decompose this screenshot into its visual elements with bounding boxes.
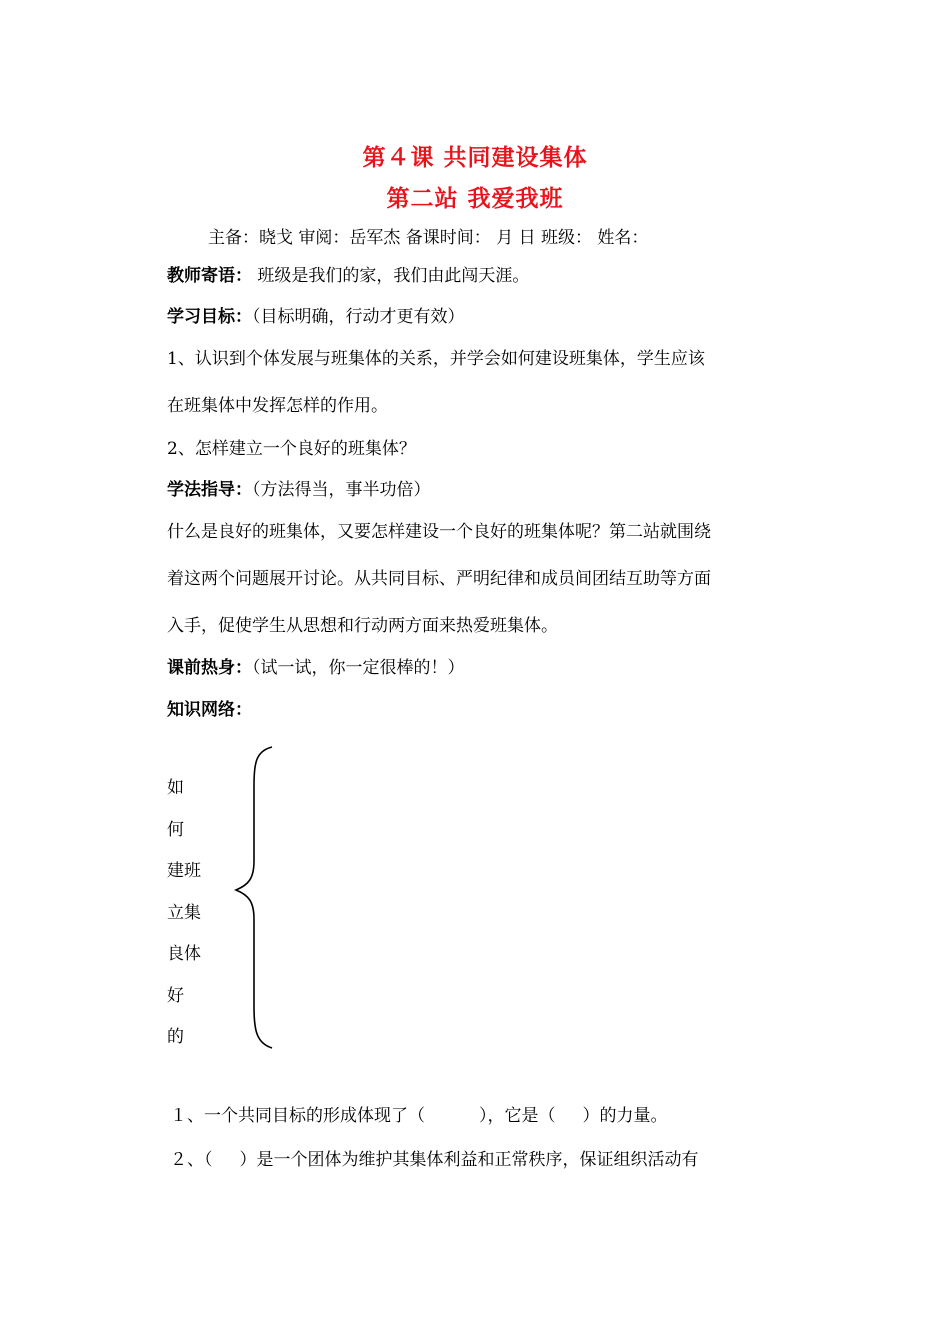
- lesson-title: 第４课 共同建设集体: [362, 145, 588, 171]
- method-guide-label: 学法指导：: [167, 480, 252, 500]
- method-guide-text: （方法得当，事半功倍）: [252, 480, 431, 500]
- warmup-text: （试一试，你一定很棒的！）: [252, 658, 465, 678]
- warmup-label: 课前热身：: [167, 658, 252, 678]
- question-1: １、一个共同目标的形成体现了（ ），它是（ ）的力量。: [170, 1106, 668, 1126]
- network-text-2: 何: [167, 820, 184, 840]
- method-paragraph-line-2: 着这两个问题展开讨论。从共同目标、严明纪律和成员间团结互助等方面: [167, 569, 711, 589]
- teacher-words-text: 班级是我们的家，我们由此闯天涯。: [252, 266, 530, 286]
- teacher-words-label: 教师寄语：: [167, 266, 252, 286]
- question-2: ２、（ ）是一个团体为维护其集体利益和正常秩序，保证组织活动有: [170, 1150, 699, 1170]
- teacher-words: [167, 265, 529, 287]
- goal-item-1-cont: 在班集体中发挥怎样的作用。: [167, 396, 388, 416]
- goal-item-1: 1、认识到个体发展与班集体的关系，并学会如何建设班集体，学生应该: [167, 349, 705, 369]
- network-text-6: 好: [167, 986, 184, 1006]
- curly-brace-icon: [232, 745, 280, 1051]
- warmup: [167, 657, 465, 679]
- network-text-7: 的: [167, 1027, 184, 1047]
- knowledge-network-heading: [167, 699, 252, 721]
- network-text-5: 良体: [167, 944, 201, 964]
- learning-goals-label: 学习目标：: [167, 307, 252, 327]
- network-text-4: 立集: [167, 903, 201, 923]
- lesson-subtitle: 第二站 我爱我班: [386, 186, 564, 212]
- learning-goals: [167, 306, 465, 328]
- goal-item-2: 2、怎样建立一个良好的班集体？: [167, 439, 416, 459]
- method-paragraph-line-3: 入手，促使学生从思想和行动两方面来热爱班集体。: [167, 616, 558, 636]
- network-text-1: 如: [167, 778, 184, 798]
- method-guide: [167, 479, 431, 501]
- learning-goals-text: （目标明确，行动才更有效）: [252, 307, 465, 327]
- meta-line: 主备：晓戈 审阅：岳军杰 备课时间： 月 日 班级： 姓名：: [208, 228, 649, 248]
- method-paragraph-line-1: 什么是良好的班集体，又要怎样建设一个良好的班集体呢？第二站就围绕: [167, 522, 711, 542]
- knowledge-network-label: 知识网络：: [167, 700, 252, 720]
- network-text-3: 建班: [167, 861, 201, 881]
